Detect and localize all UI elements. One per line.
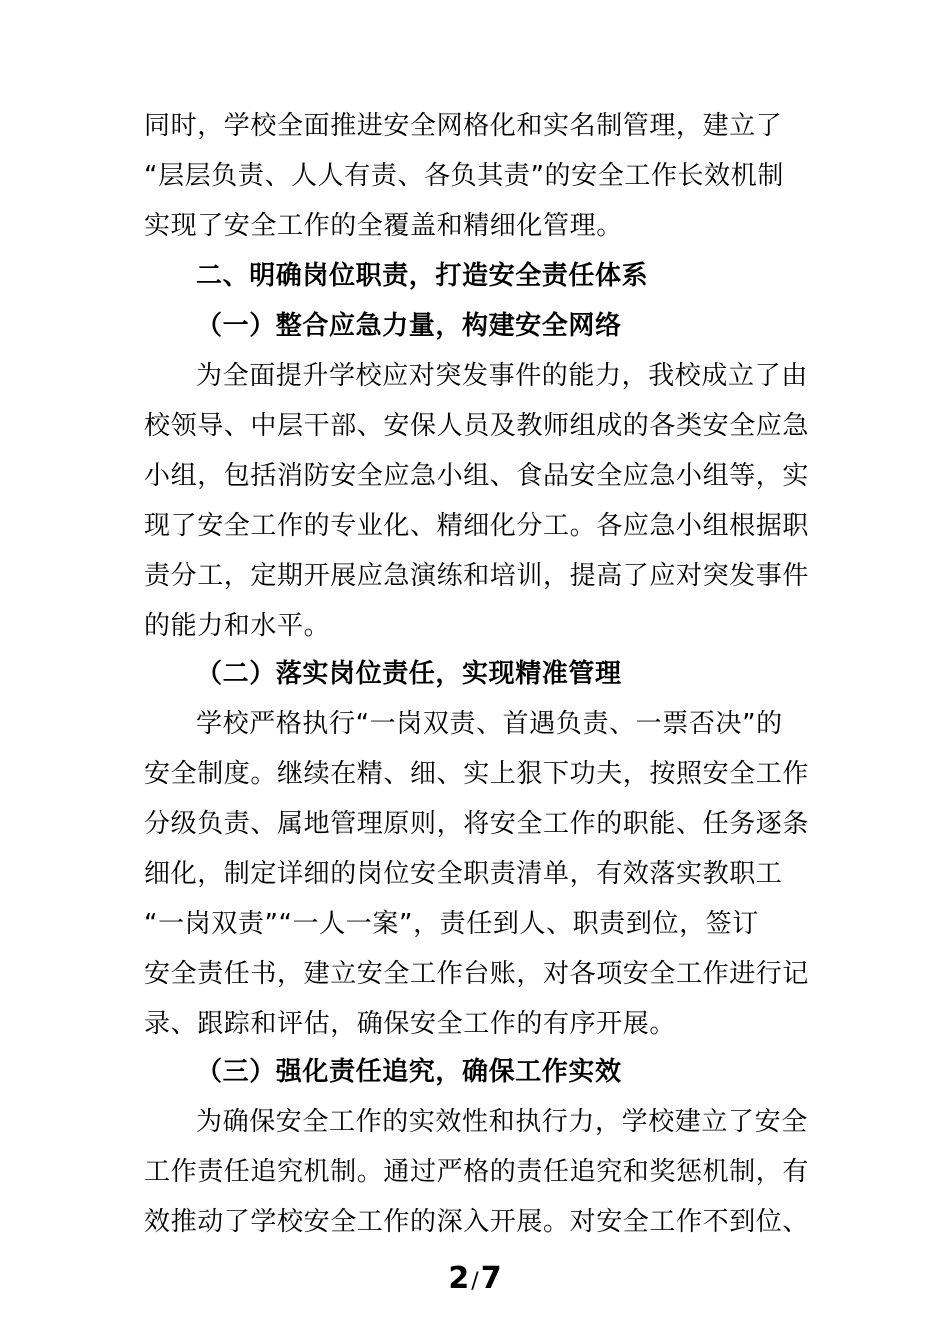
body-text-line: 安全制度。继续在精、细、实上狠下功夫，按照安全工作: [144, 759, 810, 789]
page-separator: /: [471, 1269, 479, 1294]
body-text-line: 效推动了学校安全工作的深入开展。对安全工作不到位、: [144, 1207, 810, 1237]
body-text-line: 现了安全工作的专业化、精细化分工。各应急小组根据职: [144, 511, 810, 541]
page-number: [0, 1259, 950, 1302]
body-text-line: 小组，包括消防安全应急小组、食品安全应急小组等，实: [144, 461, 810, 491]
body-text-line: 责分工，定期开展应急演练和培训，提高了应对突发事件: [144, 561, 810, 591]
body-text-line: 录、跟踪和评估，确保安全工作的有序开展。: [144, 1009, 677, 1039]
body-text-line: 校领导、中层干部、安保人员及教师组成的各类安全应急: [144, 411, 810, 441]
section-heading: 二、明确岗位职责，打造安全责任体系: [196, 261, 649, 291]
subsection-heading: （三）强化责任追究，确保工作实效: [196, 1057, 622, 1087]
body-text-line: 学校严格执行“一岗双责、首遇负责、一票否决”的: [196, 709, 783, 739]
body-text-line: 的能力和水平。: [144, 611, 331, 641]
body-text-line: 分级负责、属地管理原则，将安全工作的职能、任务逐条: [144, 809, 810, 839]
subsection-heading: （二）落实岗位责任，实现精准管理: [196, 659, 622, 689]
body-text-line: 安全责任书，建立安全工作台账，对各项安全工作进行记: [144, 959, 810, 989]
body-text-line: 为全面提升学校应对突发事件的能力，我校成立了由: [196, 361, 808, 391]
body-text-line: 实现了安全工作的全覆盖和精细化管理。: [144, 211, 623, 241]
page-current: 2: [448, 1261, 470, 1296]
page-total: 7: [480, 1261, 502, 1296]
body-text-line: “层层负责、人人有责、各负其责”的安全工作长效机制: [144, 161, 784, 191]
body-text-line: 同时，学校全面推进安全网格化和实名制管理，建立了: [144, 111, 783, 141]
body-text-line: 工作责任追究机制。通过严格的责任追究和奖惩机制，有: [144, 1157, 810, 1187]
body-text-line: “一岗双责”“一人一案”，责任到人、职责到位，签订: [144, 909, 759, 939]
body-text-line: 细化，制定详细的岗位安全职责清单，有效落实教职工: [144, 859, 783, 889]
body-text-line: 为确保安全工作的实效性和执行力，学校建立了安全: [196, 1107, 808, 1137]
subsection-heading: （一）整合应急力量，构建安全网络: [196, 311, 622, 341]
